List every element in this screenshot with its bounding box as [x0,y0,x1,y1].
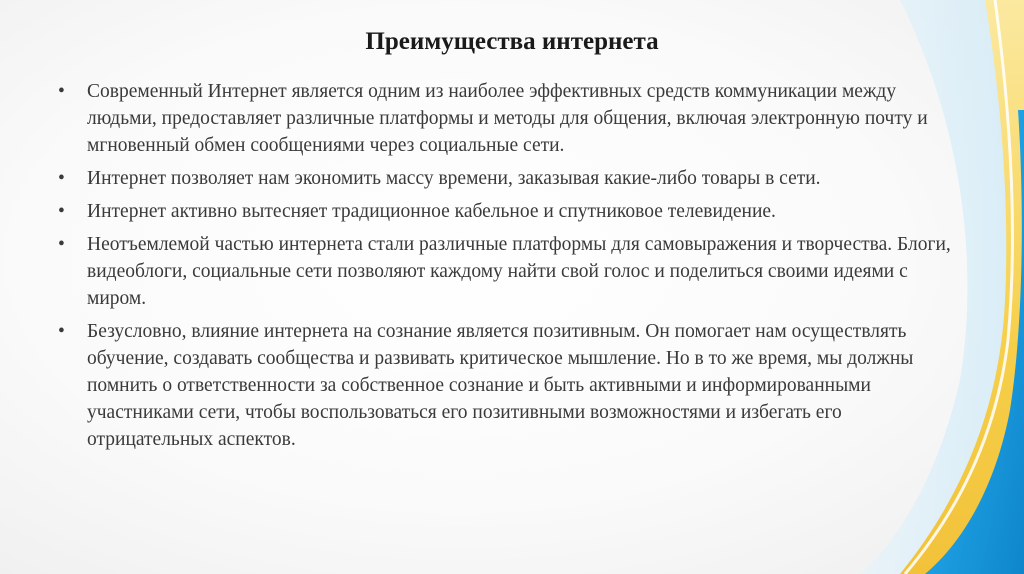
bullet-dot-icon: • [58,81,65,102]
bullet-list [58,78,968,459]
bullet-text: Интернет активно вытесняет традиционное кабельное и спутниковое телевидение. [87,201,776,222]
bullet-text: Современный Интернет является одним из наиболее эффективных средств коммуникации между людьми, предоставляет различные платформы и методы для общения, включая электронную почту и мгновенный обмен сообщениями через социальные сети. [87,81,928,156]
bullet-text: Интернет позволяет нам экономить массу времени, заказывая какие-либо товары в сети. [87,168,821,189]
bullet-dot-icon: • [58,321,65,342]
bullet-item [58,318,968,453]
bullet-dot-icon: • [58,201,65,222]
bullet-item [58,231,968,312]
slide-title: Преимущества интернета [365,28,659,55]
bullet-item [58,165,968,192]
bullet-dot-icon: • [58,168,65,189]
bullet-text: Неотъемлемой частью интернета стали различные платформы для самовыражения и творчества. Блоги, видеоблоги, социальные сети позволяют каждому найти свой голос и поделиться своими идеями с миром. [87,234,951,309]
bullet-item [58,198,968,225]
bullet-text: Безусловно, влияние интернета на сознание является позитивным. Он помогает нам осуществлять обучение, создавать сообщества и развивать критическое мышление. Но в то же время, мы должны помнить о ответственности за собственное сознание и быть активными и информированными участниками сети, чтобы воспользоваться его позитивными возможностями и избегать его отрицательных аспектов. [87,321,914,450]
bullet-item [58,78,968,159]
bullet-dot-icon: • [58,234,65,255]
